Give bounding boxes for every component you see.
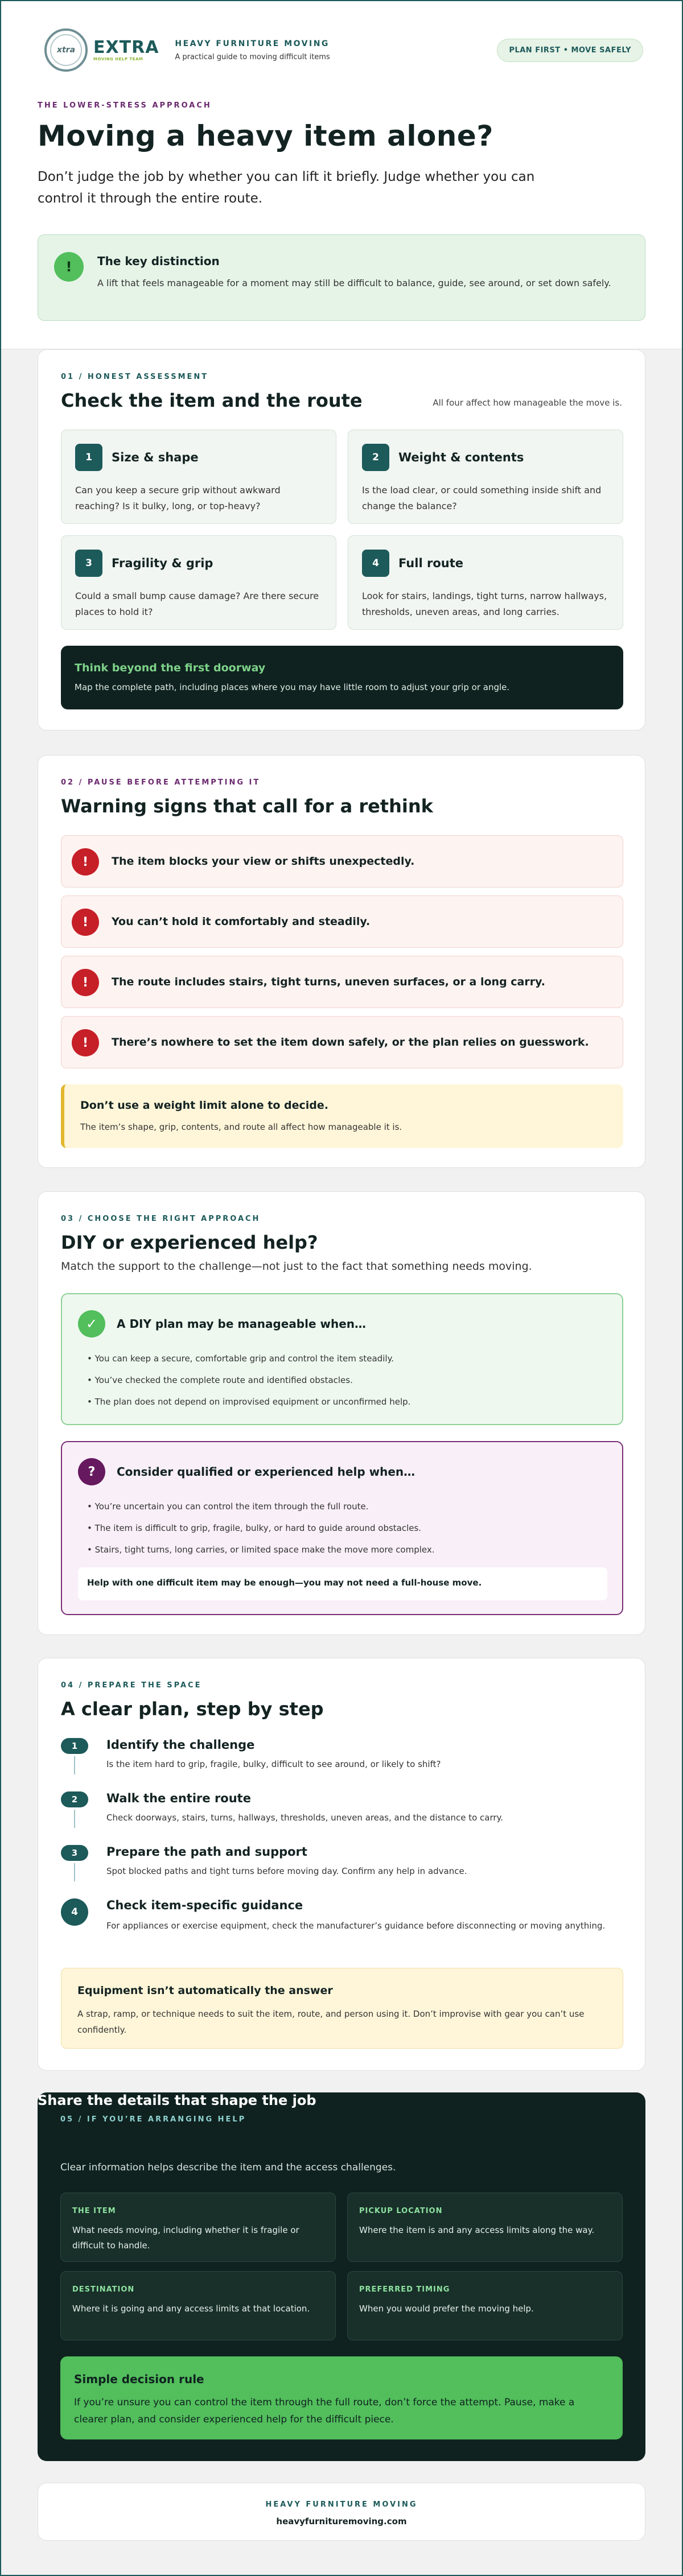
- section-title: A clear plan, step by step: [61, 1698, 324, 1720]
- detail-tile: [347, 2271, 623, 2340]
- detail-label: THE ITEM: [72, 2207, 116, 2215]
- section-steps: [38, 1658, 645, 2071]
- key-body: A lift that feels manageable for a moment may still be difficult to balance, guide, see around, or set down safely.: [97, 278, 611, 288]
- warning-text: The item blocks your view or shifts unexpectedly.: [112, 855, 415, 868]
- detail-tile: [60, 2271, 336, 2340]
- help-box: [61, 1441, 623, 1615]
- section-arranging-help: [38, 2092, 645, 2461]
- tip-title: Think beyond the first doorway: [75, 662, 266, 674]
- tile-title: Fragility & grip: [112, 556, 213, 570]
- assessment-tile: [61, 430, 336, 524]
- section-warnings: [38, 755, 645, 1168]
- weight-limit-note: [61, 1084, 623, 1148]
- tile-body: Look for stairs, landings, tight turns, narrow hallways, thresholds, uneven areas, and long carries.: [362, 591, 607, 617]
- step-number: 2: [61, 1791, 88, 1807]
- detail-value: What needs moving, including whether it is fragile or difficult to handle.: [72, 2225, 299, 2251]
- help-title: Consider qualified or experienced help when…: [117, 1465, 415, 1479]
- tile-number: 4: [362, 550, 389, 577]
- logo-sub: MOVING HELP TEAM: [93, 57, 143, 61]
- step-number: 3: [61, 1845, 88, 1861]
- section-eyebrow: 04 / PREPARE THE SPACE: [61, 1681, 202, 1690]
- logo-wordmark: [93, 39, 159, 61]
- step-title: Identify the challenge: [106, 1738, 255, 1752]
- tile-number: 1: [75, 444, 102, 471]
- detail-label: PREFERRED TIMING: [359, 2285, 450, 2294]
- note-title: Don’t use a weight limit alone to decide.: [80, 1099, 328, 1112]
- key-distinction-box: [38, 234, 645, 321]
- rule-title: Simple decision rule: [74, 2372, 204, 2386]
- rule-body: If you’re unsure you can control the item through the full route, don’t force the attempt. Pause, make a clearer plan, and consider experienced help for the difficult piece.: [74, 2397, 575, 2425]
- detail-label: DESTINATION: [72, 2285, 135, 2294]
- warning-icon: !: [72, 1029, 99, 1056]
- hero-eyebrow: THE LOWER-STRESS APPROACH: [38, 101, 212, 110]
- footer-brand: HEAVY FURNITURE MOVING: [265, 2500, 418, 2509]
- assessment-tile: [61, 535, 336, 630]
- section-subtitle: Match the support to the challenge—not just to the fact that something needs moving.: [61, 1260, 532, 1273]
- detail-value: Where the item is and any access limits along the way.: [359, 2225, 595, 2235]
- warning-icon: !: [72, 909, 99, 936]
- hero: [1, 1, 682, 349]
- diy-title: A DIY plan may be manageable when…: [117, 1317, 367, 1331]
- plan-badge: PLAN FIRST • MOVE SAFELY: [497, 39, 643, 62]
- logo-badge[interactable]: [44, 28, 88, 72]
- step-connector: [74, 1863, 75, 1881]
- assessment-tile: [348, 535, 623, 630]
- note-body: The item’s shape, grip, contents, and route all affect how manageable it is.: [80, 1122, 402, 1132]
- decision-rule: [60, 2356, 623, 2439]
- footer-url[interactable]: heavyfurnituremoving.com: [276, 2516, 407, 2527]
- warning-text: There’s nowhere to set the item down safely, or the plan relies on guesswork.: [112, 1036, 589, 1048]
- tip-body: Map the complete path, including places where you may have little room to adjust your grip or angle.: [75, 682, 510, 692]
- note-title: Equipment isn’t automatically the answer: [77, 1984, 333, 1997]
- footer: [38, 2483, 645, 2541]
- equipment-note: [61, 1968, 623, 2049]
- checkmark-icon: ✓: [78, 1310, 105, 1337]
- section-eyebrow: 01 / HONEST ASSESSMENT: [61, 373, 209, 381]
- tile-title: Full route: [398, 556, 463, 570]
- logo-mark: xtra: [50, 34, 82, 66]
- step-title: Check item-specific guidance: [106, 1898, 303, 1912]
- note-body: A strap, ramp, or technique needs to suit the item, route, and person using it. Don’t improvise with gear you can’t use confidently.: [77, 2009, 585, 2035]
- section-title: Warning signs that call for a rethink: [61, 795, 433, 817]
- diy-item: • You can keep a secure, comfortable grip and control the item steadily.: [87, 1353, 394, 1364]
- doorway-tip: [61, 646, 623, 709]
- brand-tagline: A practical guide to moving difficult items: [175, 52, 330, 61]
- brand: [175, 39, 330, 61]
- section-assessment: [38, 349, 645, 730]
- assessment-tile: [348, 430, 623, 524]
- warning-text: The route includes stairs, tight turns, uneven surfaces, or a long carry.: [112, 976, 545, 988]
- tile-body: Is the load clear, or could something inside shift and change the balance?: [362, 485, 602, 511]
- detail-tile: [60, 2193, 336, 2262]
- detail-label: PICKUP LOCATION: [359, 2207, 443, 2215]
- tile-title: Size & shape: [112, 451, 199, 464]
- logo-word: EXTRA: [93, 38, 159, 57]
- tile-title: Weight & contents: [398, 451, 524, 464]
- detail-value: When you would prefer the moving help.: [359, 2303, 534, 2314]
- tile-number: 2: [362, 444, 389, 471]
- diy-item: • You’ve checked the complete route and identified obstacles.: [87, 1375, 353, 1385]
- warning-item: [61, 895, 623, 948]
- tile-body: Can you keep a secure grip without awkward reaching? Is it bulky, long, or top-heavy?: [75, 485, 281, 511]
- help-item: • You’re uncertain you can control the item through the full route.: [87, 1501, 369, 1512]
- top-bar: [44, 27, 643, 73]
- warning-item: [61, 956, 623, 1008]
- brand-name: HEAVY FURNITURE MOVING: [175, 39, 330, 48]
- section-approach: [38, 1191, 645, 1635]
- section-subtitle: Clear information helps describe the item and the access challenges.: [60, 2162, 396, 2173]
- warning-icon: !: [72, 848, 99, 876]
- step-body: Is the item hard to grip, fragile, bulky, difficult to see around, or likely to shift?: [106, 1759, 441, 1769]
- detail-value: Where it is going and any access limits at that location.: [72, 2303, 310, 2314]
- section-eyebrow: 05 / IF YOU’RE ARRANGING HELP: [60, 2115, 246, 2124]
- question-icon: ?: [78, 1458, 105, 1485]
- step-connector: [74, 1756, 75, 1774]
- tile-body: Could a small bump cause damage? Are there secure places to hold it?: [75, 591, 319, 617]
- page-title: Moving a heavy item alone?: [38, 119, 493, 152]
- section-eyebrow: 02 / PAUSE BEFORE ATTEMPTING IT: [61, 778, 261, 787]
- diy-box: [61, 1293, 623, 1425]
- step-body: Check doorways, stairs, turns, hallways, thresholds, uneven areas, and the distance to carry.: [106, 1813, 504, 1823]
- step-body: For appliances or exercise equipment, check the manufacturer’s guidance before disconnecting or moving anything.: [106, 1921, 606, 1931]
- help-item: • The item is difficult to grip, fragile, bulky, or hard to guide around obstacles.: [87, 1523, 422, 1533]
- key-title: The key distinction: [97, 254, 220, 268]
- section-eyebrow: 03 / CHOOSE THE RIGHT APPROACH: [61, 1215, 261, 1223]
- warning-icon: !: [72, 969, 99, 996]
- warning-text: You can’t hold it comfortably and steadily.: [112, 915, 371, 928]
- section-title: DIY or experienced help?: [61, 1232, 318, 1253]
- warning-item: [61, 835, 623, 887]
- detail-tile: [347, 2193, 623, 2262]
- help-item: • Stairs, tight turns, long carries, or limited space make the move more complex.: [87, 1545, 435, 1555]
- step-number: 4: [61, 1898, 88, 1926]
- help-note: Help with one difficult item may be enough—you may not need a full-house move.: [78, 1567, 607, 1600]
- step-title: Prepare the path and support: [106, 1845, 307, 1859]
- tile-number: 3: [75, 550, 102, 577]
- section-aside: All four affect how manageable the move is.: [433, 398, 622, 408]
- section-title: Check the item and the route: [61, 390, 363, 411]
- step-connector: [74, 1810, 75, 1828]
- warning-item: [61, 1016, 623, 1068]
- step-body: Spot blocked paths and tight turns before moving day. Confirm any help in advance.: [106, 1866, 467, 1876]
- section-title: Share the details that shape the job: [38, 2092, 316, 2108]
- hero-lede: Don’t judge the job by whether you can lift it briefly. Judge whether you can control it through the entire route.: [38, 170, 535, 206]
- diy-item: • The plan does not depend on improvised equipment or unconfirmed help.: [87, 1397, 411, 1407]
- step-title: Walk the entire route: [106, 1791, 251, 1805]
- step-number: 1: [61, 1738, 88, 1754]
- exclamation-icon: !: [54, 252, 84, 282]
